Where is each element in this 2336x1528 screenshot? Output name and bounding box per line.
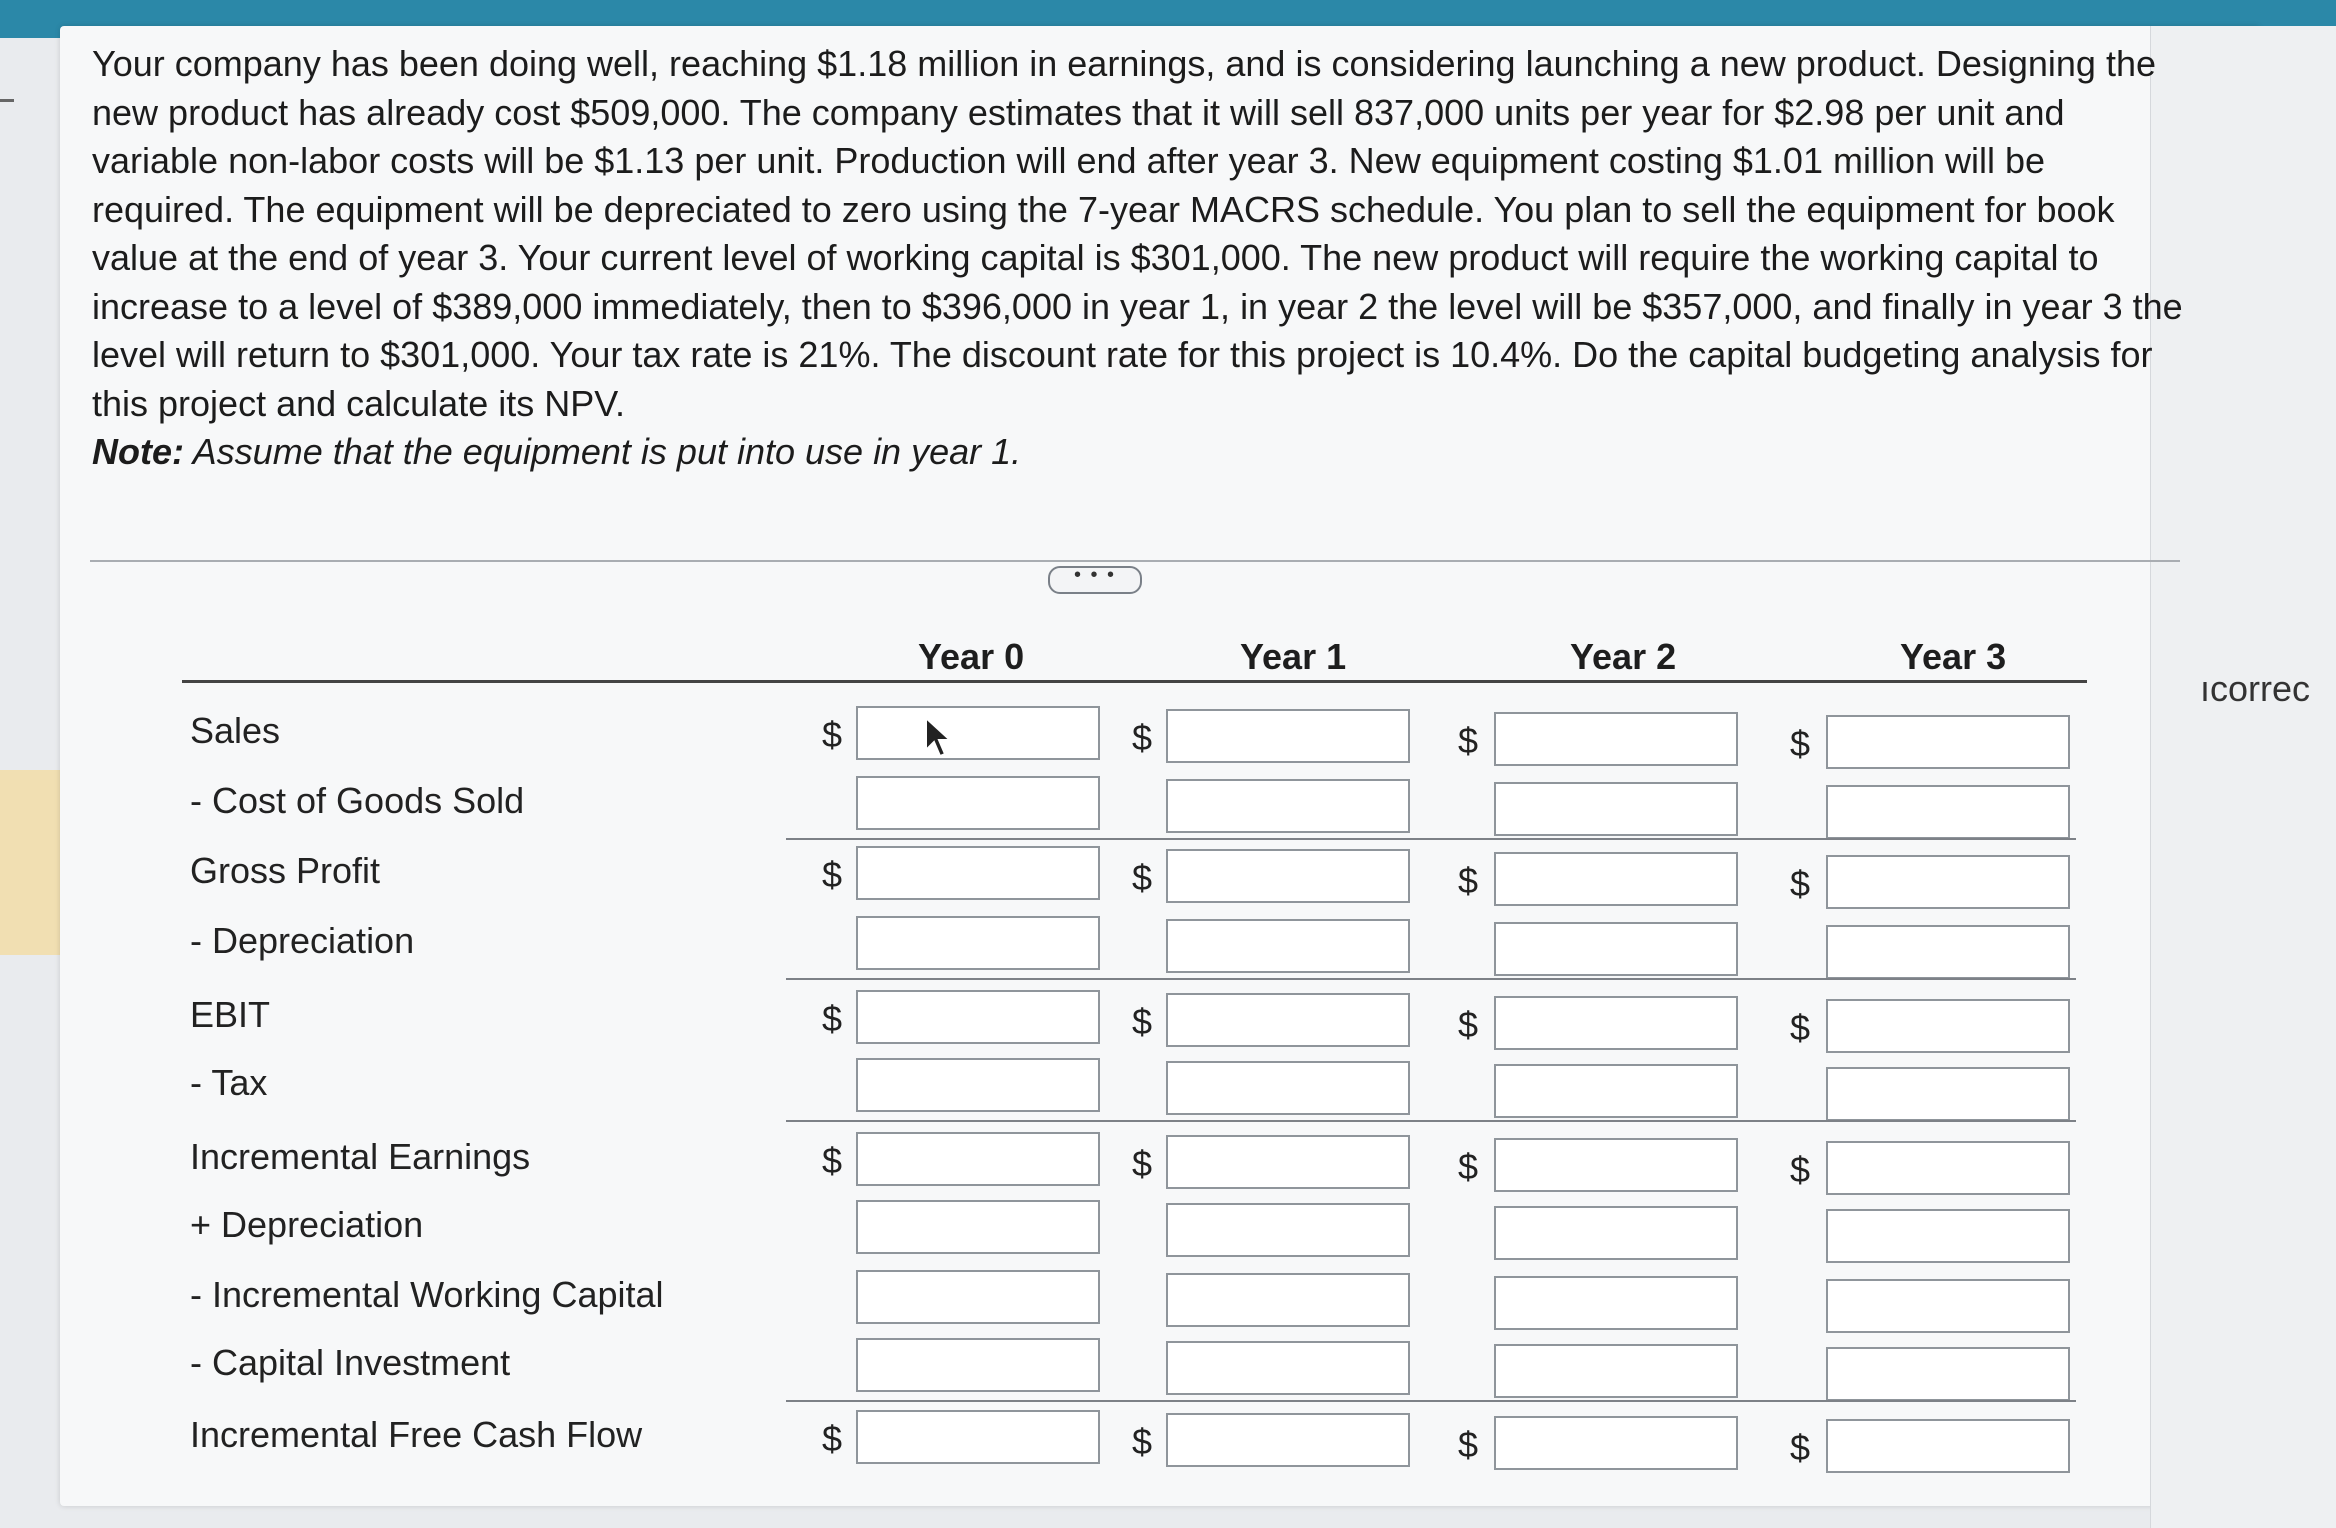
input-cell[interactable] (1826, 1279, 2070, 1333)
problem-note (92, 428, 2192, 477)
input-cell[interactable] (1826, 1209, 2070, 1263)
input-cell[interactable] (1166, 1135, 1410, 1189)
currency-symbol: $ (822, 854, 843, 895)
row-label-ebit: EBIT (190, 994, 271, 1035)
left-dash-marker (0, 99, 14, 102)
problem-paragraph: Your company has been doing well, reaching $1.18 million in earnings, and is considering launching a new product. Designing the new product has already cost $509,000. The company estimates that it will sell 837,000 units per year for $2.98 per unit and variable non-labor costs will be $1.13 per unit. Production will end after year 3. New equipment costing $1.01 million will be required. The equipment will be depreciated to zero using the 7-year MACRS schedule. You plan to sell the equipment for book value at the end of year 3. Your current level of working capital is $301,000. The new product will require the working capital to increase to a level of $389,000 immediately, then to $396,000 in year 1, in year 2 the level will be $357,000, and finally in year 3 the level will return to $301,000. Your tax rate is 21%. The discount rate for this project is 10.4%. Do the capital budgeting analysis for this project and calculate its NPV. (92, 43, 2183, 424)
currency-symbol: $ (1458, 1004, 1479, 1045)
subtotal-rule (786, 838, 2076, 840)
input-cell[interactable] (1494, 996, 1738, 1050)
input-cell[interactable] (1166, 709, 1410, 763)
currency-symbol: $ (822, 1418, 843, 1459)
input-cell[interactable] (1494, 1064, 1738, 1118)
input-cell[interactable] (856, 1200, 1100, 1254)
currency-symbol: $ (822, 1140, 843, 1181)
input-cell[interactable] (1826, 785, 2070, 839)
currency-symbol: $ (1790, 863, 1811, 904)
mouse-cursor-icon (924, 716, 954, 760)
input-cell[interactable] (856, 1132, 1100, 1186)
status-text: ıcorrec (2200, 668, 2311, 709)
header-year-2: Year 2 (1570, 636, 1677, 677)
subtotal-rule (786, 1120, 2076, 1122)
input-cell[interactable] (1166, 1273, 1410, 1327)
input-cell[interactable] (856, 1058, 1100, 1112)
input-cell[interactable] (856, 1270, 1100, 1324)
currency-symbol: $ (822, 714, 843, 755)
input-cell[interactable] (856, 706, 1100, 760)
input-cell[interactable] (1166, 849, 1410, 903)
input-cell[interactable] (1826, 1419, 2070, 1473)
currency-symbol: $ (1458, 720, 1479, 761)
input-cell[interactable] (1826, 1141, 2070, 1195)
input-cell[interactable] (1494, 782, 1738, 836)
currency-symbol: $ (1132, 857, 1153, 898)
input-cell[interactable] (856, 846, 1100, 900)
header-year-3: Year 3 (1900, 636, 2007, 677)
input-cell[interactable] (1826, 715, 2070, 769)
left-side-tab[interactable] (0, 770, 68, 955)
row-label-cost-of-goods-sold: - Cost of Goods Sold (190, 780, 525, 821)
input-cell[interactable] (1494, 712, 1738, 766)
more-options-button[interactable]: • • • (1048, 566, 1142, 594)
currency-symbol: $ (1132, 1143, 1153, 1184)
input-cell[interactable] (1166, 1413, 1410, 1467)
currency-symbol: $ (1790, 1007, 1811, 1048)
subtotal-rule (786, 1400, 2076, 1402)
input-cell[interactable] (1826, 855, 2070, 909)
currency-symbol: $ (1458, 1424, 1479, 1465)
table-top-rule (182, 680, 2087, 683)
currency-symbol: $ (1790, 1149, 1811, 1190)
currency-symbol: $ (1790, 1427, 1811, 1468)
input-cell[interactable] (1826, 1347, 2070, 1401)
input-cell[interactable] (1166, 993, 1410, 1047)
currency-symbol: $ (822, 998, 843, 1039)
row-label-depreciation: - Depreciation (190, 920, 415, 961)
note-text: Assume that the equipment is put into use in year 1. (184, 431, 1022, 472)
row-label-gross-profit: Gross Profit (190, 850, 381, 891)
currency-symbol: $ (1132, 1421, 1153, 1462)
header-year-0: Year 0 (918, 636, 1025, 677)
input-cell[interactable] (856, 916, 1100, 970)
input-cell[interactable] (1166, 1341, 1410, 1395)
input-cell[interactable] (1826, 999, 2070, 1053)
row-label-depreciation: + Depreciation (190, 1204, 424, 1245)
input-cell[interactable] (1494, 852, 1738, 906)
row-label-sales: Sales (190, 710, 281, 751)
input-cell[interactable] (1166, 919, 1410, 973)
currency-symbol: $ (1132, 717, 1153, 758)
problem-statement (92, 40, 2192, 477)
row-label-incremental-free-cash-flow: Incremental Free Cash Flow (190, 1414, 643, 1455)
note-label: Note: (92, 431, 184, 472)
input-cell[interactable] (1494, 1138, 1738, 1192)
row-label-capital-investment: - Capital Investment (190, 1342, 511, 1383)
input-cell[interactable] (1494, 1416, 1738, 1470)
input-cell[interactable] (1826, 1067, 2070, 1121)
input-cell[interactable] (856, 776, 1100, 830)
subtotal-rule (786, 978, 2076, 980)
input-cell[interactable] (1166, 1203, 1410, 1257)
header-year-1: Year 1 (1240, 636, 1347, 677)
input-cell[interactable] (856, 990, 1100, 1044)
input-cell[interactable] (1494, 1206, 1738, 1260)
currency-symbol: $ (1790, 723, 1811, 764)
input-cell[interactable] (1494, 1276, 1738, 1330)
input-cell[interactable] (1166, 1061, 1410, 1115)
input-cell[interactable] (856, 1410, 1100, 1464)
currency-symbol: $ (1132, 1001, 1153, 1042)
row-label-tax: - Tax (190, 1062, 268, 1103)
input-cell[interactable] (1166, 779, 1410, 833)
row-label-incremental-earnings: Incremental Earnings (190, 1136, 531, 1177)
currency-symbol: $ (1458, 860, 1479, 901)
currency-symbol: $ (1458, 1146, 1479, 1187)
input-cell[interactable] (1494, 1344, 1738, 1398)
section-divider (90, 560, 2180, 562)
row-label-incremental-working-capital: - Incremental Working Capital (190, 1274, 664, 1315)
input-cell[interactable] (1826, 925, 2070, 979)
input-cell[interactable] (856, 1338, 1100, 1392)
input-cell[interactable] (1494, 922, 1738, 976)
